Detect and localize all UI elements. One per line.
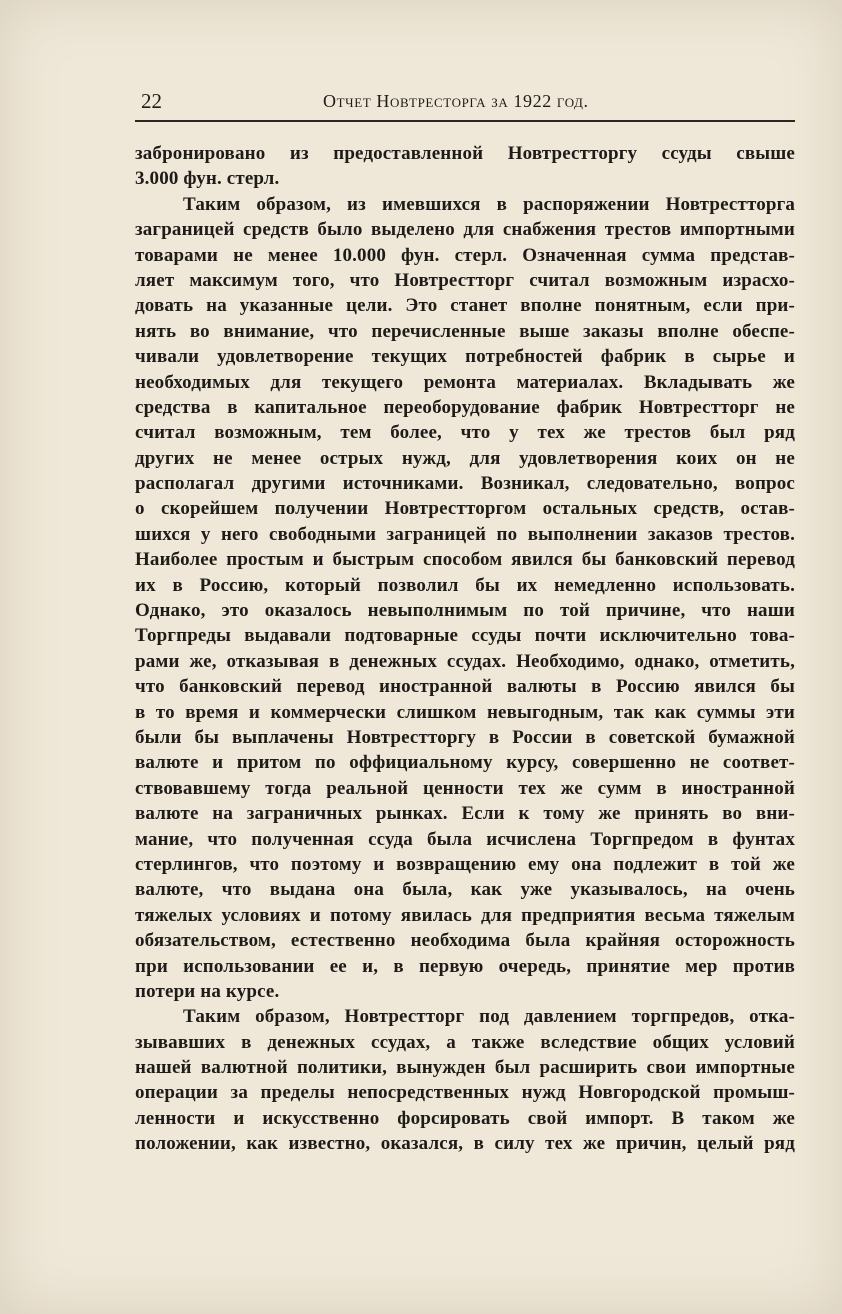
- text-line: нять во внимание, что перечисленные выше заказы вполне обеспе-: [135, 320, 795, 342]
- text-line: товарами не менее 10.000 фун. стерл. Означенная сумма представ-: [135, 244, 795, 266]
- text-line: Таким образом, Новтрестторг под давлением торгпредов, отка-: [183, 1006, 795, 1028]
- text-line: 3.000 фун. стерл.: [135, 168, 280, 190]
- body-text: [135, 141, 795, 1157]
- text-line: рами же, отказывая в денежных ссудах. Необходимо, однако, отметить,: [135, 650, 795, 672]
- text-line: в то время и коммерчески слишком невыгодным, так как суммы эти: [135, 701, 795, 723]
- text-line: Однако, это оказалось невыполнимым по той причине, что наши: [135, 600, 795, 622]
- text-line: что банковский перевод иностранной валюты в Россию явился бы: [135, 676, 795, 698]
- text-line: были бы выплачены Новтрестторгу в России в советской бумажной: [135, 726, 795, 748]
- text-line: шихся у него свободными заграницей по выполнении заказов трестов.: [135, 523, 795, 545]
- text-line: зывавших в денежных ссудах, а также вследствие общих условий: [135, 1031, 795, 1053]
- text-line: располагал другими источниками. Возникал, следовательно, вопрос: [135, 473, 795, 495]
- text-line: ляет максимум того, что Новтрестторг считал возможным израсхо-: [135, 269, 795, 291]
- text-line: валюте, что выдана она была, как уже указывалось, на очень: [135, 879, 795, 901]
- running-title: Отчет Новтресторга за 1922 год.: [323, 91, 589, 111]
- text-line: Наиболее простым и быстрым способом явился бы банковский перевод: [135, 549, 795, 571]
- text-line: о скорейшем получении Новтрестторгом остальных средств, остав-: [135, 498, 795, 520]
- text-line: положении, как известно, оказался, в силу тех же причин, целый ряд: [135, 1133, 795, 1155]
- text-line: обязательством, естественно необходима была крайняя осторожность: [135, 930, 795, 952]
- text-line: валюте на заграничных рынках. Если к тому же принять во вни-: [135, 803, 795, 825]
- text-line: Таким образом, из имевшихся в распоряжении Новтрестторга: [183, 193, 795, 215]
- text-line: средства в капитальное переоборудование фабрик Новтрестторг не: [135, 396, 795, 418]
- text-line: чивали удовлетворение текущих потребностей фабрик в сырье и: [135, 346, 795, 368]
- text-line: нашей валютной политики, вынужден был расширить свои импортные: [135, 1057, 795, 1079]
- text-line: заграницей средств было выделено для снабжения трестов импортными: [135, 219, 795, 241]
- text-line: считал возможным, тем более, что у тех же трестов был ряд: [135, 422, 795, 444]
- text-line: при использовании ее и, в первую очередь, принятие мер против: [135, 955, 795, 977]
- text-line: ствовавшему тогда реальной ценности тех же сумм в иностранной: [135, 777, 795, 799]
- text-line: потери на курсе.: [135, 980, 280, 1002]
- text-line: Торгпреды выдавали подтоварные ссуды почти исключительно това-: [135, 625, 795, 647]
- page-header: [135, 88, 795, 122]
- text-line: операции за пределы непосредственных нужд Новгородской промыш-: [135, 1082, 795, 1104]
- text-line: необходимых для текущего ремонта материалах. Вкладывать же: [135, 371, 795, 393]
- text-line: их в Россию, который позволил бы их немедленно использовать.: [135, 574, 795, 596]
- text-line: довать на указанные цели. Это станет вполне понятным, если при-: [135, 295, 795, 317]
- text-line: ленности и искусственно форсировать свой импорт. В таком же: [135, 1107, 795, 1129]
- text-line: мание, что полученная ссуда была исчислена Торгпредом в фунтах: [135, 828, 795, 850]
- page-number: 22: [141, 89, 162, 113]
- text-line: тяжелых условиях и потому явилась для предприятия весьма тяжелым: [135, 904, 795, 926]
- text-line: стерлингов, что поэтому и возвращению ему она подлежит в той же: [135, 853, 795, 875]
- text-line: валюте и притом по оффициальному курсу, совершенно не соответ-: [135, 752, 795, 774]
- text-line: забронировано из предоставленной Новтрестторгу ссуды свыше: [135, 143, 795, 164]
- text-line: других не менее острых нужд, для удовлетворения коих он не: [135, 447, 795, 469]
